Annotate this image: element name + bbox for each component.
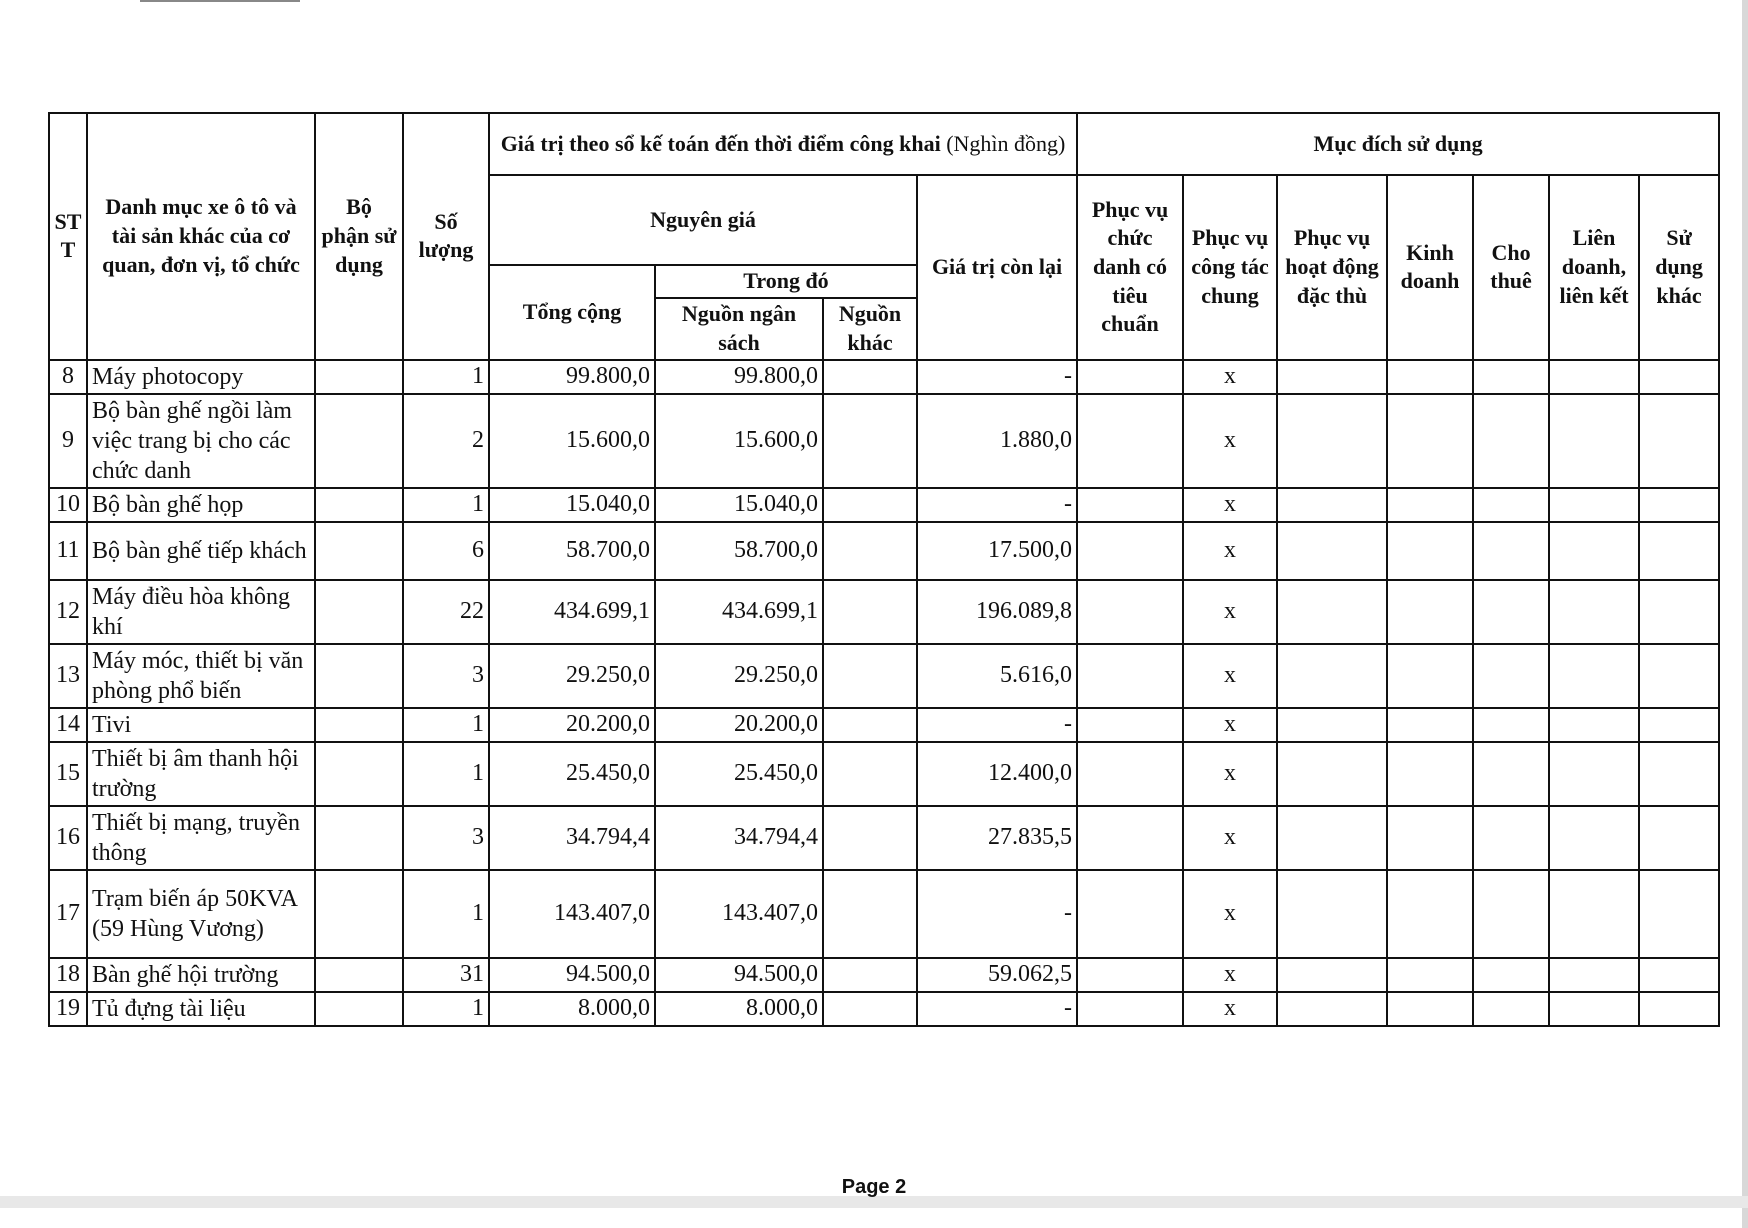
table-header — [49, 113, 1719, 360]
cell-purpose-joint-venture — [1549, 522, 1639, 580]
cell-quantity: 1 — [403, 992, 489, 1026]
cell-asset-name: Trạm biến áp 50KVA (59 Hùng Vương) — [87, 870, 315, 958]
cell-budget-source: 20.200,0 — [655, 708, 823, 742]
cell-department — [315, 644, 403, 708]
cell-stt: 17 — [49, 870, 87, 958]
header-purpose-lease: Cho thuê — [1473, 175, 1549, 360]
header-accounting-value — [489, 113, 1077, 175]
scan-artifact-line — [140, 0, 300, 2]
cell-asset-name: Bộ bàn ghế họp — [87, 488, 315, 522]
cell-purpose-other — [1639, 522, 1719, 580]
cell-purpose-business — [1387, 522, 1473, 580]
cell-purpose-common: x — [1183, 522, 1277, 580]
cell-stt: 11 — [49, 522, 87, 580]
cell-purpose-common: x — [1183, 644, 1277, 708]
cell-purpose-other — [1639, 580, 1719, 644]
cell-residual-value: 27.835,5 — [917, 806, 1077, 870]
header-budget-source: Nguồn ngân sách — [655, 298, 823, 360]
cell-purpose-other — [1639, 992, 1719, 1026]
cell-total: 15.600,0 — [489, 394, 655, 488]
cell-other-source — [823, 644, 917, 708]
header-purpose: Mục đích sử dụng — [1077, 113, 1719, 175]
cell-purpose-business — [1387, 488, 1473, 522]
scan-edge-shadow — [1742, 0, 1748, 1228]
cell-purpose-title — [1077, 708, 1183, 742]
cell-purpose-business — [1387, 992, 1473, 1026]
cell-department — [315, 870, 403, 958]
cell-purpose-special — [1277, 644, 1387, 708]
cell-quantity: 31 — [403, 958, 489, 992]
header-quantity: Số lượng — [403, 113, 489, 360]
table-row — [49, 580, 1719, 644]
cell-purpose-special — [1277, 708, 1387, 742]
cell-total: 434.699,1 — [489, 580, 655, 644]
cell-purpose-joint-venture — [1549, 742, 1639, 806]
cell-purpose-lease — [1473, 742, 1549, 806]
cell-asset-name: Máy photocopy — [87, 360, 315, 394]
header-residual-value: Giá trị còn lại — [917, 175, 1077, 360]
cell-purpose-other — [1639, 644, 1719, 708]
cell-purpose-joint-venture — [1549, 580, 1639, 644]
cell-stt: 9 — [49, 394, 87, 488]
cell-purpose-title — [1077, 488, 1183, 522]
cell-quantity: 22 — [403, 580, 489, 644]
cell-purpose-joint-venture — [1549, 394, 1639, 488]
cell-purpose-title — [1077, 806, 1183, 870]
cell-purpose-lease — [1473, 394, 1549, 488]
cell-department — [315, 488, 403, 522]
cell-purpose-other — [1639, 958, 1719, 992]
cell-purpose-common: x — [1183, 992, 1277, 1026]
cell-department — [315, 742, 403, 806]
cell-purpose-joint-venture — [1549, 708, 1639, 742]
cell-total: 25.450,0 — [489, 742, 655, 806]
cell-residual-value: - — [917, 708, 1077, 742]
cell-department — [315, 580, 403, 644]
cell-quantity: 3 — [403, 806, 489, 870]
cell-stt: 13 — [49, 644, 87, 708]
cell-asset-name: Máy móc, thiết bị văn phòng phổ biến — [87, 644, 315, 708]
asset-table — [48, 112, 1720, 1027]
cell-purpose-lease — [1473, 488, 1549, 522]
cell-total: 94.500,0 — [489, 958, 655, 992]
cell-purpose-other — [1639, 870, 1719, 958]
cell-other-source — [823, 488, 917, 522]
table-row — [49, 742, 1719, 806]
cell-purpose-special — [1277, 958, 1387, 992]
header-purpose-common: Phục vụ công tác chung — [1183, 175, 1277, 360]
cell-asset-name: Tivi — [87, 708, 315, 742]
cell-other-source — [823, 708, 917, 742]
cell-purpose-other — [1639, 360, 1719, 394]
cell-purpose-joint-venture — [1549, 360, 1639, 394]
cell-budget-source: 15.600,0 — [655, 394, 823, 488]
cell-purpose-common: x — [1183, 958, 1277, 992]
cell-purpose-special — [1277, 992, 1387, 1026]
cell-budget-source: 25.450,0 — [655, 742, 823, 806]
table-row — [49, 992, 1719, 1026]
table-row — [49, 488, 1719, 522]
cell-purpose-lease — [1473, 870, 1549, 958]
cell-purpose-business — [1387, 644, 1473, 708]
cell-total: 143.407,0 — [489, 870, 655, 958]
cell-residual-value: 196.089,8 — [917, 580, 1077, 644]
cell-purpose-special — [1277, 522, 1387, 580]
cell-purpose-title — [1077, 360, 1183, 394]
cell-other-source — [823, 360, 917, 394]
table-row — [49, 958, 1719, 992]
header-purpose-business: Kinh doanh — [1387, 175, 1473, 360]
cell-purpose-common: x — [1183, 360, 1277, 394]
cell-residual-value: 59.062,5 — [917, 958, 1077, 992]
cell-budget-source: 143.407,0 — [655, 870, 823, 958]
cell-department — [315, 992, 403, 1026]
cell-purpose-joint-venture — [1549, 870, 1639, 958]
cell-budget-source: 434.699,1 — [655, 580, 823, 644]
cell-purpose-title — [1077, 870, 1183, 958]
cell-purpose-special — [1277, 806, 1387, 870]
cell-purpose-common: x — [1183, 870, 1277, 958]
cell-purpose-lease — [1473, 522, 1549, 580]
cell-quantity: 1 — [403, 870, 489, 958]
cell-other-source — [823, 742, 917, 806]
cell-budget-source: 99.800,0 — [655, 360, 823, 394]
cell-purpose-business — [1387, 958, 1473, 992]
cell-budget-source: 34.794,4 — [655, 806, 823, 870]
cell-purpose-lease — [1473, 708, 1549, 742]
cell-purpose-common: x — [1183, 806, 1277, 870]
cell-asset-name: Bộ bàn ghế ngồi làm việc trang bị cho các chức danh — [87, 394, 315, 488]
header-original-cost: Nguyên giá — [489, 175, 917, 265]
cell-purpose-special — [1277, 488, 1387, 522]
cell-stt: 8 — [49, 360, 87, 394]
cell-residual-value: 17.500,0 — [917, 522, 1077, 580]
cell-purpose-title — [1077, 522, 1183, 580]
cell-purpose-business — [1387, 742, 1473, 806]
header-accounting-value-label: Giá trị theo sổ kế toán đến thời điểm công khai — [500, 130, 941, 156]
cell-budget-source: 15.040,0 — [655, 488, 823, 522]
cell-purpose-special — [1277, 394, 1387, 488]
cell-budget-source: 29.250,0 — [655, 644, 823, 708]
cell-purpose-common: x — [1183, 488, 1277, 522]
cell-purpose-business — [1387, 360, 1473, 394]
cell-purpose-title — [1077, 992, 1183, 1026]
cell-department — [315, 360, 403, 394]
table-row — [49, 360, 1719, 394]
cell-total: 20.200,0 — [489, 708, 655, 742]
cell-purpose-common: x — [1183, 742, 1277, 806]
cell-department — [315, 522, 403, 580]
table-row — [49, 644, 1719, 708]
cell-purpose-business — [1387, 870, 1473, 958]
cell-total: 29.250,0 — [489, 644, 655, 708]
cell-other-source — [823, 394, 917, 488]
cell-purpose-special — [1277, 360, 1387, 394]
page-number: Page 2 — [841, 1176, 907, 1198]
cell-asset-name: Bàn ghế hội trường — [87, 958, 315, 992]
cell-purpose-lease — [1473, 580, 1549, 644]
cell-department — [315, 394, 403, 488]
cell-purpose-joint-venture — [1549, 644, 1639, 708]
header-purpose-title: Phục vụ chức danh có tiêu chuẩn — [1077, 175, 1183, 360]
cell-purpose-common: x — [1183, 580, 1277, 644]
cell-residual-value: - — [917, 870, 1077, 958]
cell-department — [315, 958, 403, 992]
cell-purpose-special — [1277, 580, 1387, 644]
cell-residual-value: - — [917, 360, 1077, 394]
cell-purpose-joint-venture — [1549, 992, 1639, 1026]
cell-purpose-title — [1077, 580, 1183, 644]
cell-total: 8.000,0 — [489, 992, 655, 1026]
cell-stt: 16 — [49, 806, 87, 870]
cell-other-source — [823, 958, 917, 992]
table-row — [49, 806, 1719, 870]
header-stt: ST T — [49, 113, 87, 360]
header-of-which: Trong đó — [655, 265, 917, 298]
cell-residual-value: - — [917, 992, 1077, 1026]
cell-quantity: 1 — [403, 360, 489, 394]
table-row — [49, 870, 1719, 958]
cell-total: 99.800,0 — [489, 360, 655, 394]
cell-purpose-business — [1387, 806, 1473, 870]
cell-total: 15.040,0 — [489, 488, 655, 522]
cell-asset-name: Máy điều hòa không khí — [87, 580, 315, 644]
cell-residual-value: - — [917, 488, 1077, 522]
header-total: Tổng cộng — [489, 265, 655, 360]
cell-department — [315, 708, 403, 742]
table-body — [49, 360, 1719, 1026]
cell-other-source — [823, 522, 917, 580]
cell-purpose-lease — [1473, 992, 1549, 1026]
cell-purpose-other — [1639, 708, 1719, 742]
cell-stt: 15 — [49, 742, 87, 806]
cell-stt: 18 — [49, 958, 87, 992]
cell-other-source — [823, 580, 917, 644]
cell-budget-source: 94.500,0 — [655, 958, 823, 992]
cell-purpose-other — [1639, 742, 1719, 806]
cell-stt: 12 — [49, 580, 87, 644]
header-department: Bộ phận sử dụng — [315, 113, 403, 360]
cell-purpose-business — [1387, 580, 1473, 644]
cell-purpose-business — [1387, 394, 1473, 488]
cell-purpose-joint-venture — [1549, 488, 1639, 522]
table-row — [49, 708, 1719, 742]
cell-stt: 10 — [49, 488, 87, 522]
cell-purpose-other — [1639, 806, 1719, 870]
cell-purpose-title — [1077, 742, 1183, 806]
cell-total: 34.794,4 — [489, 806, 655, 870]
cell-purpose-special — [1277, 742, 1387, 806]
table-row — [49, 394, 1719, 488]
cell-quantity: 1 — [403, 742, 489, 806]
cell-purpose-lease — [1473, 644, 1549, 708]
cell-asset-name: Thiết bị âm thanh hội trường — [87, 742, 315, 806]
cell-purpose-special — [1277, 870, 1387, 958]
cell-quantity: 1 — [403, 708, 489, 742]
cell-purpose-common: x — [1183, 394, 1277, 488]
cell-purpose-lease — [1473, 806, 1549, 870]
cell-budget-source: 58.700,0 — [655, 522, 823, 580]
cell-purpose-business — [1387, 708, 1473, 742]
cell-quantity: 6 — [403, 522, 489, 580]
cell-purpose-other — [1639, 488, 1719, 522]
cell-budget-source: 8.000,0 — [655, 992, 823, 1026]
cell-residual-value: 1.880,0 — [917, 394, 1077, 488]
cell-purpose-joint-venture — [1549, 806, 1639, 870]
table-row — [49, 522, 1719, 580]
cell-total: 58.700,0 — [489, 522, 655, 580]
header-other-source: Nguồn khác — [823, 298, 917, 360]
header-purpose-other: Sử dụng khác — [1639, 175, 1719, 360]
cell-department — [315, 806, 403, 870]
cell-purpose-other — [1639, 394, 1719, 488]
cell-other-source — [823, 806, 917, 870]
cell-quantity: 3 — [403, 644, 489, 708]
cell-purpose-joint-venture — [1549, 958, 1639, 992]
cell-purpose-title — [1077, 958, 1183, 992]
cell-residual-value: 12.400,0 — [917, 742, 1077, 806]
cell-asset-name: Bộ bàn ghế tiếp khách — [87, 522, 315, 580]
cell-purpose-title — [1077, 394, 1183, 488]
cell-quantity: 2 — [403, 394, 489, 488]
header-asset-name: Danh mục xe ô tô và tài sản khác của cơ quan, đơn vị, tổ chức — [87, 113, 315, 360]
cell-purpose-common: x — [1183, 708, 1277, 742]
cell-other-source — [823, 992, 917, 1026]
cell-purpose-title — [1077, 644, 1183, 708]
cell-residual-value: 5.616,0 — [917, 644, 1077, 708]
cell-quantity: 1 — [403, 488, 489, 522]
cell-asset-name: Tủ đựng tài liệu — [87, 992, 315, 1026]
cell-stt: 14 — [49, 708, 87, 742]
cell-other-source — [823, 870, 917, 958]
header-purpose-joint-venture: Liên doanh, liên kết — [1549, 175, 1639, 360]
cell-asset-name: Thiết bị mạng, truyền thông — [87, 806, 315, 870]
cell-purpose-lease — [1473, 958, 1549, 992]
header-purpose-special: Phục vụ hoạt động đặc thù — [1277, 175, 1387, 360]
cell-purpose-lease — [1473, 360, 1549, 394]
cell-stt: 19 — [49, 992, 87, 1026]
header-accounting-value-unit: (Nghìn đồng) — [946, 130, 1066, 156]
